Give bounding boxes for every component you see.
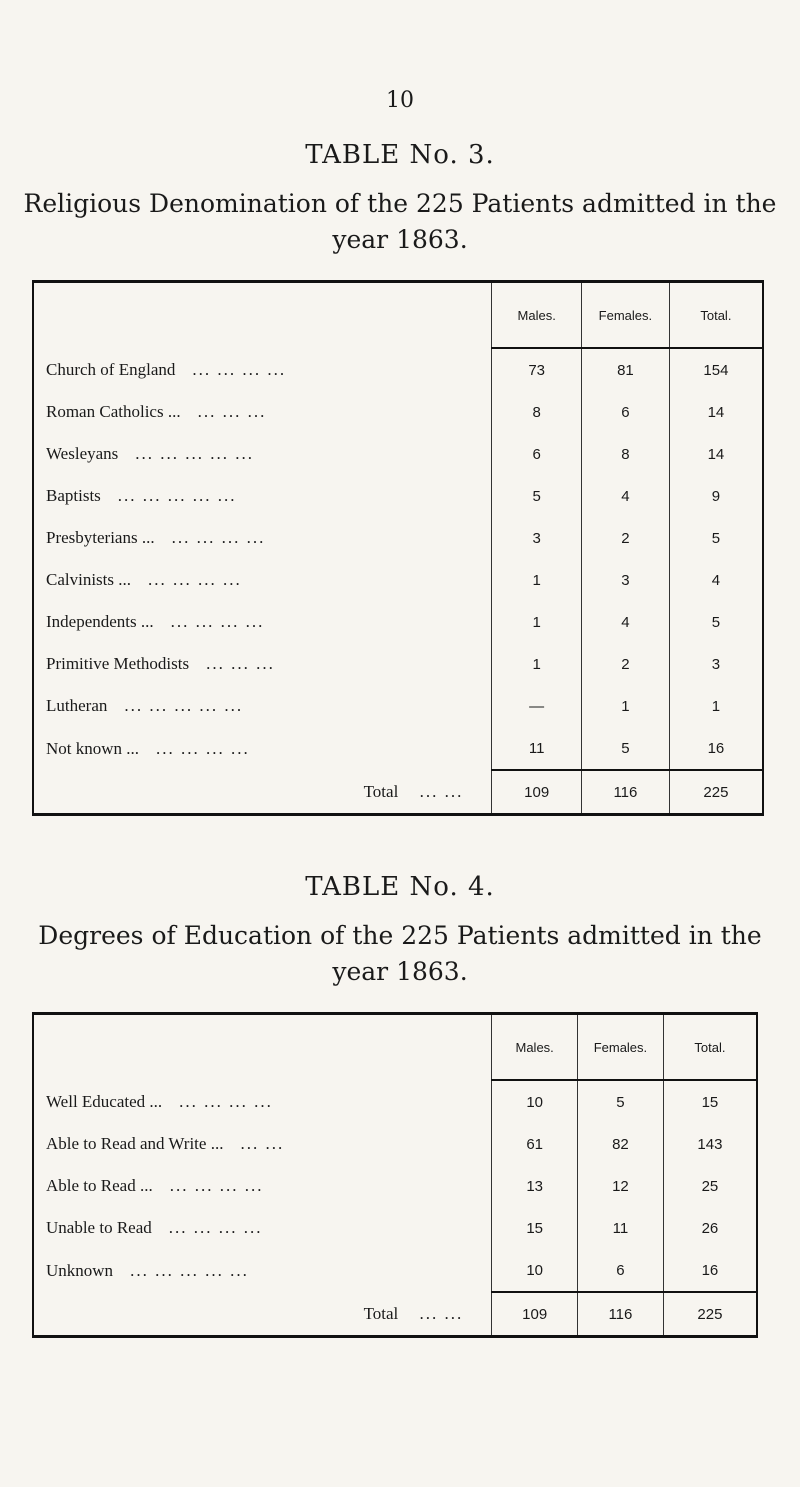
cell-females: 82 [578,1123,664,1165]
table3-header-males: Males. [492,282,582,349]
table4-header-males: Males. [492,1014,578,1081]
row-label [33,1207,492,1249]
cell-total: 25 [663,1165,757,1207]
cell-males: 6 [492,433,582,475]
cell-total: 4 [669,559,763,601]
cell-males: 10 [492,1249,578,1292]
cell-females: 6 [582,391,670,433]
row-label [33,475,492,517]
row-label-text: Calvinists ... [46,570,132,589]
row-label-text: Presbyterians ... [46,528,155,547]
cell-males: 5 [492,475,582,517]
table4-body [33,1080,757,1292]
table3-total-row [33,770,763,815]
cell-males: 10 [492,1080,578,1123]
row-label [33,1165,492,1207]
cell-males: 1 [492,601,582,643]
cell-females: 1 [582,685,670,727]
table4 [32,1012,758,1338]
table4-title: TABLE No. 4. [305,872,495,902]
table3-header-row [33,282,763,349]
cell-females: 2 [582,517,670,559]
row-label-text: Wesleyans [46,444,119,463]
row-leader-dots: ... ... ... ... ... [135,444,255,463]
row-label [33,727,492,770]
cell-total: 14 [669,391,763,433]
table4-subtitle-line1: Degrees of Education of the 225 Patients admitted in the [38,921,762,950]
table-row [33,601,763,643]
cell-total: 9 [669,475,763,517]
row-label-text: Not known ... [46,738,140,758]
cell-males: 1 [492,559,582,601]
row-label [33,433,492,475]
row-label-text: Able to Read and Write ... [46,1134,224,1153]
table-row [33,1249,757,1292]
table-row [33,433,763,475]
cell-males: 3 [492,517,582,559]
cell-males: — [492,685,582,727]
row-label [33,1249,492,1292]
row-label-text: Well Educated ... [46,1091,163,1111]
cell-females: 3 [582,559,670,601]
row-leader-dots: ... ... ... ... [179,1091,273,1111]
table-row [33,1165,757,1207]
cell-total: 5 [669,517,763,559]
table3-total-females: 116 [582,770,670,815]
table3-header-blank [33,282,492,349]
cell-females: 5 [578,1080,664,1123]
cell-males: 13 [492,1165,578,1207]
row-label-text: Lutheran [46,696,108,715]
row-leader-dots: ... ... ... ... ... [117,486,237,505]
table3-header-females: Females. [582,282,670,349]
row-leader-dots: ... ... ... ... [148,570,242,589]
table3-title: TABLE No. 3. [305,140,495,170]
table-row [33,643,763,685]
table4-total-row [33,1292,757,1337]
cell-total: 14 [669,433,763,475]
row-leader-dots: ... ... ... ... [170,612,265,631]
cell-total: 143 [663,1123,757,1165]
table3-total-label: Total ... ... [33,770,492,815]
cell-total: 26 [663,1207,757,1249]
cell-females: 8 [582,433,670,475]
table3-total-males: 109 [492,770,582,815]
row-label-text: Able to Read ... [46,1176,153,1195]
row-leader-dots: ... ... ... ... [168,1218,263,1237]
cell-males: 8 [492,391,582,433]
table4-total-males: 109 [492,1292,578,1337]
table-row [33,559,763,601]
table-row [33,685,763,727]
row-label-text: Primitive Methodists [46,654,190,673]
cell-total: 5 [669,601,763,643]
cell-total: 15 [663,1080,757,1123]
cell-females: 4 [582,475,670,517]
row-label [33,601,492,643]
row-leader-dots: ... ... ... ... [156,738,250,758]
row-leader-dots: ... ... ... [206,654,275,673]
table3-body [33,348,763,770]
table-row [33,475,763,517]
table4-header-total: Total. [663,1014,757,1081]
table3-subtitle-line1: Religious Denomination of the 225 Patients admitted in the [23,189,777,218]
cell-females: 81 [582,348,670,391]
cell-males: 61 [492,1123,578,1165]
row-label [33,643,492,685]
table-row [33,1080,757,1123]
cell-total: 16 [663,1249,757,1292]
table-row [33,1207,757,1249]
table3 [32,280,764,816]
cell-total: 154 [669,348,763,391]
cell-total: 16 [669,727,763,770]
row-label [33,348,492,391]
table4-subtitle-line2: year 1863. [332,957,468,986]
page-number: 10 [386,88,414,113]
row-label-text: Baptists [46,486,101,505]
row-label [33,685,492,727]
row-leader-dots: ... ... ... ... [192,359,287,379]
cell-females: 12 [578,1165,664,1207]
row-label-text: Roman Catholics ... [46,402,181,421]
table4-total-total: 225 [663,1292,757,1337]
cell-females: 5 [582,727,670,770]
row-label-text: Unknown [46,1260,114,1280]
cell-total: 3 [669,643,763,685]
cell-males: 73 [492,348,582,391]
table3-subtitle-line2: year 1863. [332,225,468,254]
table4-header-blank [33,1014,492,1081]
row-leader-dots: ... ... ... ... ... [130,1260,249,1280]
cell-females: 2 [582,643,670,685]
cell-females: 11 [578,1207,664,1249]
row-leader-dots: ... ... ... ... ... [124,696,244,715]
row-leader-dots: ... ... ... ... [171,528,266,547]
table3-header-total: Total. [669,282,763,349]
row-label [33,391,492,433]
table-row [33,517,763,559]
row-leader-dots: ... ... ... [197,402,267,421]
row-label [33,1080,492,1123]
row-label [33,517,492,559]
cell-males: 11 [492,727,582,770]
row-label-text: Unable to Read [46,1218,152,1237]
cell-males: 15 [492,1207,578,1249]
table-row [33,348,763,391]
row-label-text: Independents ... [46,612,154,631]
table4-total-label: Total ... ... [33,1292,492,1337]
row-label [33,559,492,601]
cell-females: 6 [578,1249,664,1292]
cell-total: 1 [669,685,763,727]
table4-header-females: Females. [578,1014,664,1081]
row-label-text: Church of England [46,359,176,379]
table-row [33,391,763,433]
table4-header-row [33,1014,757,1081]
table3-total-total: 225 [669,770,763,815]
row-leader-dots: ... ... [240,1134,285,1153]
table4-total-females: 116 [578,1292,664,1337]
row-leader-dots: ... ... ... ... [169,1176,264,1195]
cell-females: 4 [582,601,670,643]
table-row [33,727,763,770]
row-label [33,1123,492,1165]
cell-males: 1 [492,643,582,685]
table-row [33,1123,757,1165]
